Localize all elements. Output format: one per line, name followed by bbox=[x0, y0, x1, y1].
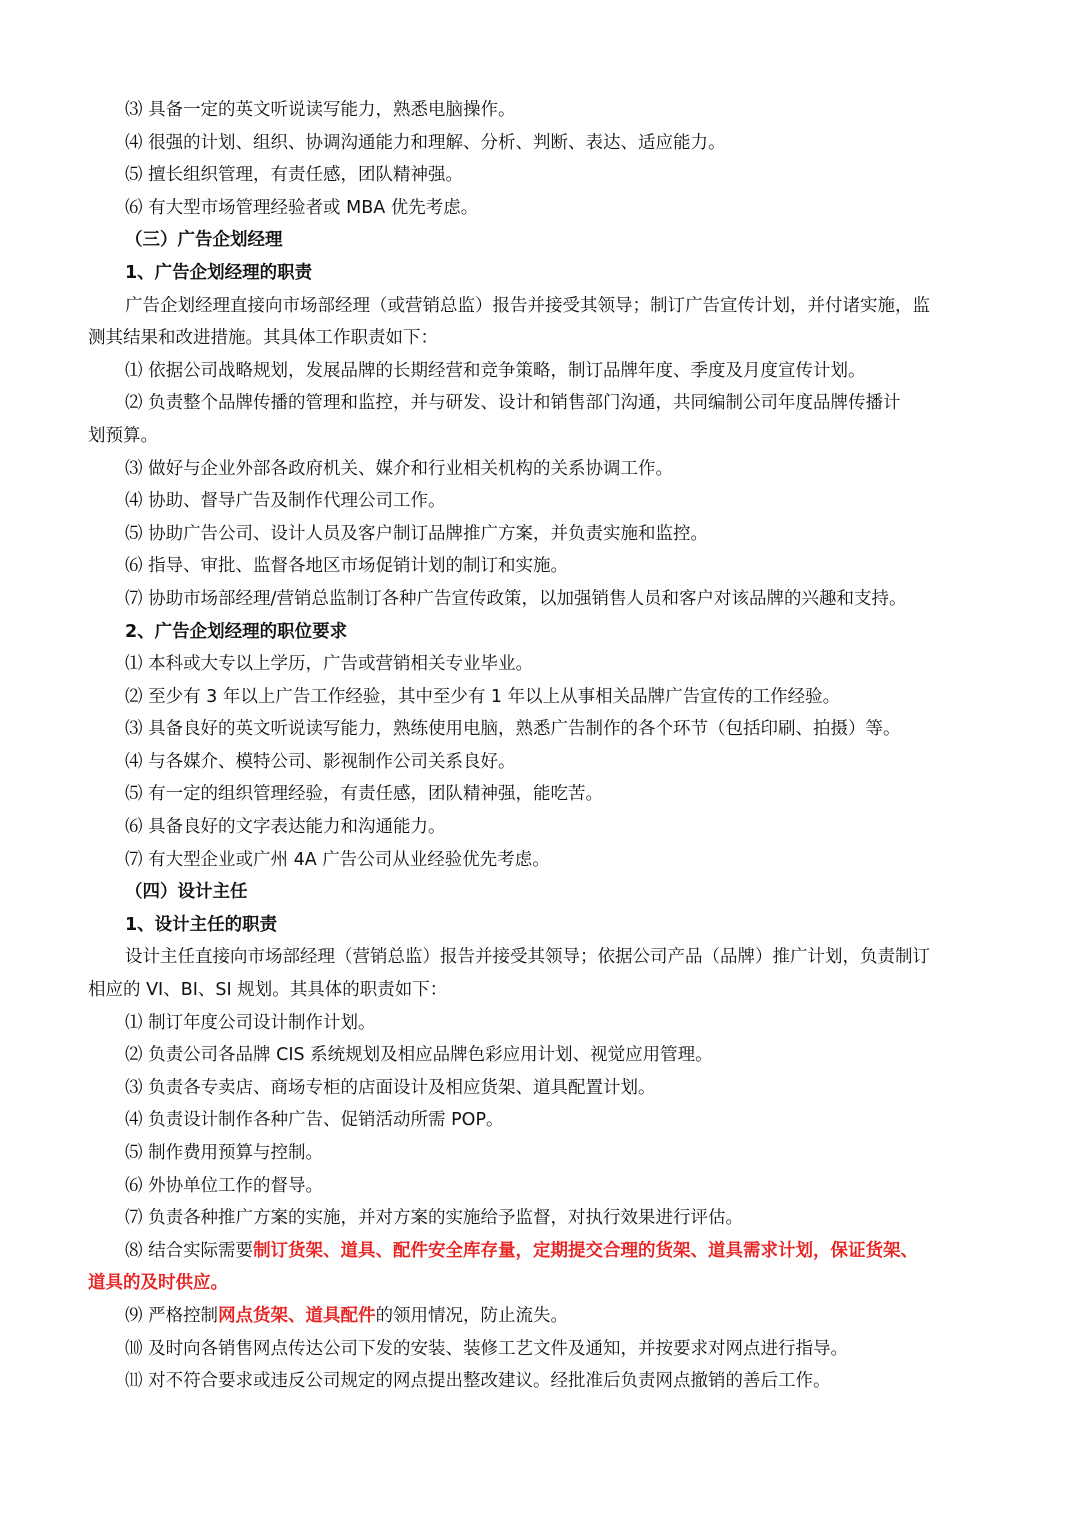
text-line: ⑷ 协助、督导广告及制作代理公司工作。 bbox=[125, 491, 446, 512]
text-line: ⑽ 及时向各销售网点传达公司下发的安装、装修工艺文件及通知，并按要求对网点进行指导。 bbox=[125, 1338, 849, 1359]
item-9-lead: ⑼ 严格控制 bbox=[125, 1305, 219, 1326]
text-line: ⑴ 制订年度公司设计制作计划。 bbox=[125, 1012, 376, 1033]
text-line: ⑶ 具备良好的英文听说读写能力，熟练使用电脑，熟悉广告制作的各个环节（包括印刷、拍摄）等。 bbox=[125, 719, 901, 740]
text-line: ⑺ 有大型企业或广州 4A 广告公司从业经验优先考虑。 bbox=[125, 849, 550, 870]
text-line: 设计主任直接向市场部经理（营销总监）报告并接受其领导；依据公司产品（品牌）推广计划，负责制订 bbox=[125, 947, 930, 968]
section-heading: 2、广告企划经理的职位要求 bbox=[125, 621, 348, 642]
text-line: 广告企划经理直接向市场部经理（或营销总监）报告并接受其领导；制订广告宣传计划，并付诸实施，监 bbox=[125, 295, 930, 316]
text-line: ⑺ 协助市场部经理/营销总监制订各种广告宣传政策，以加强销售人员和客户对该品牌的兴趣和支持。 bbox=[125, 588, 907, 609]
text-line-item-9 bbox=[88, 1300, 992, 1333]
text-line: ⑴ 本科或大专以上学历，广告或营销相关专业毕业。 bbox=[125, 654, 534, 675]
text-line: ⑵ 至少有 3 年以上广告工作经验，其中至少有 1 年以上从事相关品牌广告宣传的工作经验。 bbox=[125, 686, 841, 707]
text-line: ⑹ 有大型市场管理经验者或 MBA 优先考虑。 bbox=[125, 197, 479, 218]
section-heading: 1、广告企划经理的职责 bbox=[125, 262, 313, 283]
document-body bbox=[88, 94, 992, 1235]
text-line-item-8-cont bbox=[88, 1267, 992, 1300]
text-line: ⑸ 擅长组织管理，有责任感，团队精神强。 bbox=[125, 165, 464, 186]
text-line: ⑸ 制作费用预算与控制。 bbox=[125, 1143, 324, 1163]
text-line: ⑶ 负责各专卖店、商场专柜的店面设计及相应货架、道具配置计划。 bbox=[125, 1077, 656, 1098]
text-line: ⑹ 指导、审批、监督各地区市场促销计划的制订和实施。 bbox=[125, 556, 569, 577]
text-line: ⑶ 做好与企业外部各政府机关、媒介和行业相关机构的关系协调工作。 bbox=[125, 458, 674, 479]
section-heading: （四）设计主任 bbox=[125, 882, 248, 903]
text-line: ⑷ 负责设计制作各种广告、促销活动所需 POP。 bbox=[125, 1110, 504, 1131]
text-line: 测其结果和改进措施。其具体工作职责如下： bbox=[88, 328, 438, 349]
item-9-tail: 的领用情况，防止流失。 bbox=[375, 1305, 569, 1326]
text-line: ⑷ 与各媒介、模特公司、影视制作公司关系良好。 bbox=[125, 751, 516, 772]
highlight-text: 制订货架、道具、配件安全库存量，定期提交合理的货架、道具需求计划，保证货架、 bbox=[253, 1240, 919, 1261]
text-line: ⑾ 对不符合要求或违反公司规定的网点提出整改建议。经批准后负责网点撤销的善后工作。 bbox=[125, 1371, 831, 1392]
text-line: ⑸ 有一定的组织管理经验，有责任感，团队精神强，能吃苦。 bbox=[125, 784, 604, 805]
text-line: ⑴ 依据公司战略规划，发展品牌的长期经营和竞争策略，制订品牌年度、季度及月度宣传计划。 bbox=[125, 360, 866, 381]
text-line: 划预算。 bbox=[88, 425, 158, 446]
section-heading: （三）广告企划经理 bbox=[125, 230, 283, 251]
highlight-text: 网点货架、道具配件 bbox=[218, 1305, 376, 1326]
text-line: ⑵ 负责整个品牌传播的管理和监控，并与研发、设计和销售部门沟通，共同编制公司年度品牌传播计 bbox=[125, 393, 901, 414]
text-line: ⑹ 外协单位工作的督导。 bbox=[125, 1175, 324, 1196]
document-body-tail bbox=[88, 1333, 992, 1398]
text-line: ⑹ 具备良好的文字表达能力和沟通能力。 bbox=[125, 817, 446, 838]
highlight-text: 道具的及时供应。 bbox=[88, 1273, 228, 1294]
text-line: ⑵ 负责公司各品牌 CIS 系统规划及相应品牌色彩应用计划、视觉应用管理。 bbox=[125, 1045, 713, 1066]
text-line: ⑺ 负责各种推广方案的实施，并对方案的实施给予监督，对执行效果进行评估。 bbox=[125, 1208, 744, 1229]
text-line: ⑸ 协助广告公司、设计人员及客户制订品牌推广方案，并负责实施和监控。 bbox=[125, 523, 709, 544]
text-line: ⑷ 很强的计划、组织、协调沟通能力和理解、分析、判断、表达、适应能力。 bbox=[125, 132, 726, 153]
text-line: 相应的 VI、BI、SI 规划。其具体的职责如下： bbox=[88, 980, 448, 1001]
text-line: ⑶ 具备一定的英文听说读写能力，熟悉电脑操作。 bbox=[125, 100, 516, 120]
text-line-item-8 bbox=[88, 1235, 992, 1268]
section-heading: 1、设计主任的职责 bbox=[125, 914, 278, 935]
item-8-lead: ⑻ 结合实际需要 bbox=[125, 1240, 254, 1261]
